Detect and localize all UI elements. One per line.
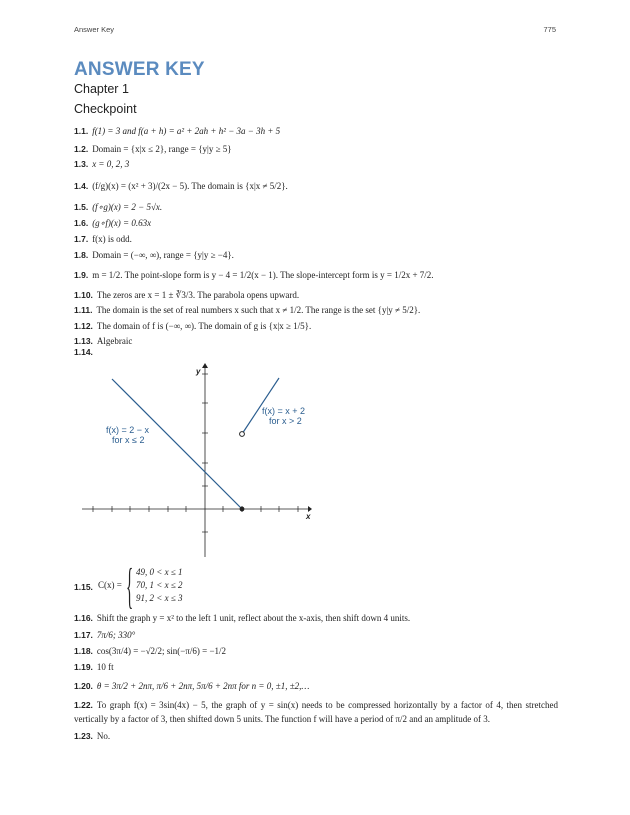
answer-number: 1.4. — [74, 181, 89, 191]
answer-number: 1.13. — [74, 336, 93, 346]
left-brace: { — [126, 563, 134, 616]
answer-text: θ = 3π/2 + 2nπ, π/6 + 2nπ, 5π/6 + 2nπ for n = 0, ±1, ±2,… — [96, 681, 310, 691]
answer-text: f(x) is odd. — [92, 234, 132, 244]
answer-item — [74, 320, 558, 332]
answer-text: The domain of f is (−∞, ∞). The domain of g is {x|x ≥ 1/5}. — [96, 321, 312, 331]
answer-item — [74, 699, 558, 726]
answer-text: The zeros are x = 1 ± ∛3/3. The parabola opens upward. — [96, 290, 300, 300]
answer-number: 1.9. — [74, 270, 89, 280]
answer-item — [74, 217, 558, 229]
answer-number: 1.10. — [74, 290, 93, 300]
left-piece-domain: for x ≤ 2 — [112, 435, 145, 445]
answer-text: (f∘g)(x) = 2 − 5√x. — [92, 202, 163, 212]
page-title: ANSWER KEY — [74, 59, 205, 80]
answer-number: 1.22. — [74, 700, 93, 710]
answer-item — [74, 249, 558, 261]
answer-text: cos(3π/4) = −√2/2; sin(−π/6) = −1/2 — [96, 646, 227, 656]
answer-item — [74, 269, 558, 281]
answer-number: 1.7. — [74, 234, 89, 244]
answer-item — [74, 346, 558, 358]
answer-item — [74, 661, 558, 673]
right-piece-label: f(x) = x + 2 — [262, 406, 306, 416]
answer-text: 10 ft — [96, 662, 114, 672]
answer-number: 1.6. — [74, 218, 89, 228]
left-piece-label: f(x) = 2 − x — [106, 425, 150, 435]
answer-item — [74, 612, 558, 624]
answer-item — [74, 180, 558, 192]
answer-item — [74, 304, 558, 316]
closed-endpoint — [240, 507, 245, 512]
answer-number: 1.20. — [74, 681, 93, 691]
answer-item — [74, 125, 558, 137]
answer-item — [74, 680, 558, 692]
answer-text: Domain = (−∞, ∞), range = {y|y ≥ −4}. — [92, 250, 234, 260]
answer-item — [74, 143, 558, 155]
piecewise-function-graph — [82, 362, 312, 562]
answer-number: 1.15. — [74, 582, 93, 592]
answer-text: (f/g)(x) = (x² + 3)/(2x − 5). The domain is {x|x ≠ 5/2}. — [92, 181, 288, 191]
answer-text: The domain is the set of real numbers x such that x ≠ 1/2. The range is the set {y|y ≠ 5/2}. — [96, 305, 421, 315]
answer-item — [74, 158, 558, 170]
x-axis-label: x — [306, 512, 311, 521]
piecewise-cases — [136, 566, 183, 605]
answer-number: 1.17. — [74, 630, 93, 640]
answer-number: 1.23. — [74, 731, 93, 741]
answer-number: 1.16. — [74, 613, 93, 623]
y-axis-arrow-icon — [202, 363, 208, 368]
answer-text: Algebraic — [96, 336, 133, 346]
answer-text: f(1) = 3 and f(a + h) = a² + 2ah + h² − 3a − 3h + 5 — [92, 126, 281, 136]
chapter-heading: Chapter 1 — [74, 82, 129, 96]
answer-number: 1.8. — [74, 250, 89, 260]
piecewise-case: 70, 1 < x ≤ 2 — [136, 580, 183, 590]
answer-number: 1.2. — [74, 144, 89, 154]
section-heading: Checkpoint — [74, 102, 137, 116]
piecewise-case: 49, 0 < x ≤ 1 — [136, 567, 183, 577]
answer-item — [74, 645, 558, 657]
answer-text: No. — [96, 731, 111, 741]
answer-number: 1.18. — [74, 646, 93, 656]
answer-text: x = 0, 2, 3 — [92, 159, 130, 169]
answer-text: (g∘f)(x) = 0.63x — [92, 218, 152, 228]
y-axis-label: y — [196, 367, 201, 376]
piecewise-case: 91, 2 < x ≤ 3 — [136, 593, 183, 603]
answer-item — [74, 629, 558, 641]
answer-item — [74, 233, 558, 245]
answer-number: 1.5. — [74, 202, 89, 212]
answer-number: 1.19. — [74, 662, 93, 672]
answer-text: To graph f(x) = 3sin(4x) − 5, the graph of y = sin(x) needs to be compressed horizontally by a factor of 4, then stretched vertically by a factor of 3, then shifted down 5 units. The function f will have a period of π/2 and an amplitude of 3. — [74, 700, 558, 724]
answer-text: Shift the graph y = x² to the left 1 unit, reflect about the x-axis, then shift down 4 units. — [96, 613, 411, 623]
answer-number: 1.14. — [74, 347, 93, 357]
answer-item — [74, 730, 558, 742]
answer-item — [74, 289, 558, 301]
open-endpoint — [240, 432, 245, 437]
answer-text: 7π/6; 330° — [96, 630, 136, 640]
answer-item — [74, 201, 558, 213]
running-header-left: Answer Key — [74, 25, 115, 34]
answer-number: 1.11. — [74, 305, 93, 315]
answer-number: 1.12. — [74, 321, 93, 331]
page-number: 775 — [543, 25, 556, 34]
answer-text: m = 1/2. The point-slope form is y − 4 = 1/2(x − 1). The slope-intercept form is y = 1/2x + 7/2. — [92, 270, 434, 280]
answer-number: 1.1. — [74, 126, 89, 136]
answer-number: 1.3. — [74, 159, 89, 169]
answer-text: Domain = {x|x ≤ 2}, range = {y|y ≥ 5} — [92, 144, 232, 154]
right-piece-domain: for x > 2 — [269, 416, 302, 426]
piecewise-lhs: C(x) = — [98, 580, 122, 590]
